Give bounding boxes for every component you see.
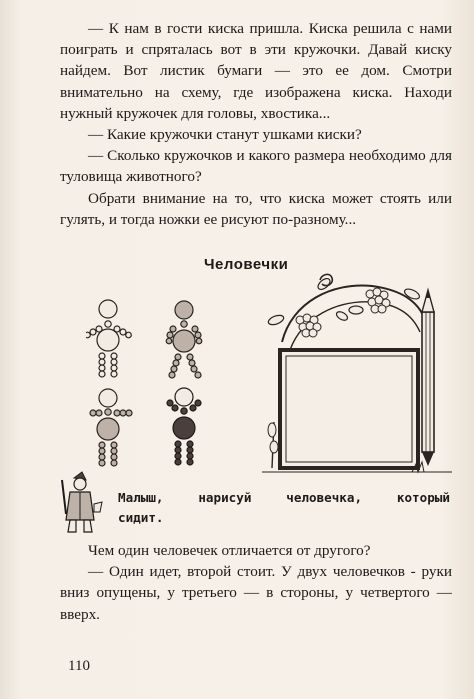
task-line-1: [118, 488, 450, 508]
child-character-illustration: [56, 470, 104, 536]
paragraph-answer: — Один идет, второй стоит. У двух человечков - руки вниз опущены, у третьего — в стороны, у четвертого — вверх.: [60, 563, 452, 623]
task-word: Малыш,: [118, 490, 164, 505]
top-text: [60, 18, 452, 230]
pencil-icon: [422, 290, 434, 466]
task-word: нарисуй: [198, 490, 252, 505]
task-line-2: сидит.: [118, 510, 164, 525]
circle-people-illustration: [86, 296, 226, 476]
paragraph-legs: Обрати внимание на то, что киска может стоять или гулять, и тогда ножки ее рисуют по-разному...: [60, 189, 452, 228]
paragraph-intro: — К нам в гости киска пришла. Киска решила с нами поиграть и спряталась вот в эти кружочки. Давай киску найдем. Вот листик бумаги — это ее дом. Смотри внимательно на схему, где изображена киска. Находи нужный кружочек для головы, хвостика...: [60, 20, 452, 122]
task-word: который: [396, 490, 450, 505]
figure-standing-gray: [90, 389, 132, 466]
bottom-text: [60, 540, 452, 625]
paragraph-question-difference: Чем один человечек отличается от другого?: [88, 542, 371, 559]
figure-walking: [166, 301, 202, 378]
task-instruction: [118, 488, 450, 528]
paragraph-question-body: — Сколько кружочков и какого размера необходимо для туловища животного?: [60, 147, 452, 186]
paragraph-question-ears: — Какие кружочки станут ушками киски?: [88, 126, 362, 144]
figure-arms-up-dark: [167, 388, 201, 465]
figure-arms-sideways: [86, 300, 131, 377]
task-word: человечка,: [286, 490, 363, 505]
section-title: Человечки: [204, 256, 289, 273]
drawing-frame-illustration: [262, 272, 452, 482]
page-number: 110: [68, 658, 90, 674]
